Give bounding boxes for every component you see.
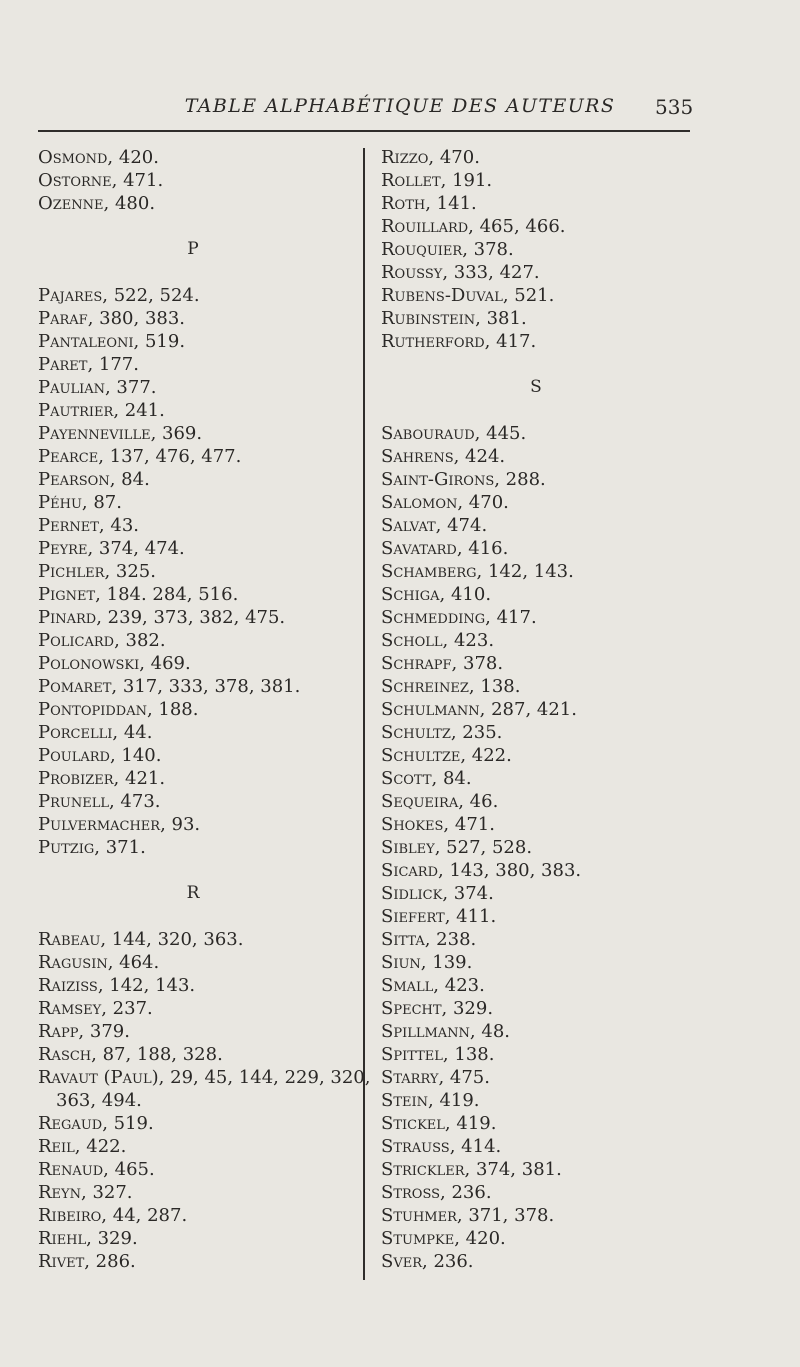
index-entry: Regaud, 519.: [38, 1113, 154, 1134]
letter-heading-p: P: [187, 239, 199, 259]
index-entry: Schmedding, 417.: [381, 607, 537, 628]
right-column: [381, 146, 791, 1273]
index-entry: Spillmann, 48.: [381, 1021, 510, 1042]
index-entry: Rubinstein, 381.: [381, 308, 527, 329]
index-entry: Peyre, 374, 474.: [38, 538, 185, 559]
index-entry: Ravaut (Paul), 29, 45, 144, 229, 320,: [38, 1067, 371, 1088]
index-entry: Pantaleoni, 519.: [38, 331, 186, 352]
index-entry: Ribeiro, 44, 287.: [38, 1205, 188, 1226]
index-entry: Starry, 475.: [381, 1067, 490, 1088]
index-entry: Specht, 329.: [381, 998, 494, 1019]
index-entry: Paret, 177.: [38, 354, 139, 375]
index-entry: Spittel, 138.: [381, 1044, 495, 1065]
index-entry: Stross, 236.: [381, 1182, 492, 1203]
index-entry: Pautrier, 241.: [38, 400, 165, 421]
index-entry: Salomon, 470.: [381, 492, 509, 513]
index-entry: Probizer, 421.: [38, 768, 166, 789]
index-entry: Riehl, 329.: [38, 1228, 138, 1249]
index-entry: Ostorne, 471.: [38, 170, 164, 191]
index-entry: Stickel, 419.: [381, 1113, 497, 1134]
index-entry: Polonowski, 469.: [38, 653, 191, 674]
index-entry: Pajares, 522, 524.: [38, 285, 200, 306]
index-entry: Pichler, 325.: [38, 561, 156, 582]
index-entry: Rapp, 379.: [38, 1021, 130, 1042]
index-entry: Rouquier, 378.: [381, 239, 514, 260]
index-entry: Policard, 382.: [38, 630, 166, 651]
index-entry: Pulvermacher, 93.: [38, 814, 201, 835]
index-entry: Sequeira, 46.: [381, 791, 499, 812]
index-entry: Poulard, 140.: [38, 745, 162, 766]
index-entry: Sitta, 238.: [381, 929, 477, 950]
left-column: [38, 146, 371, 1273]
index-entry: Schiga, 410.: [381, 584, 492, 605]
index-entry: Schultz, 235.: [381, 722, 503, 743]
index-entry: Sidlick, 374.: [381, 883, 494, 904]
index-entry: Strickler, 374, 381.: [381, 1159, 562, 1180]
index-entry: Rubens-Duval, 521.: [381, 285, 555, 306]
index-entry: Ragusin, 464.: [38, 952, 160, 973]
index-entry: Sicard, 143, 380, 383.: [381, 860, 582, 881]
index-entry: Pearson, 84.: [38, 469, 150, 490]
index-entry: Pernet, 43.: [38, 515, 139, 536]
letter-heading-s: S: [530, 377, 542, 397]
index-entry: Schulmann, 287, 421.: [381, 699, 577, 720]
index-entry: Putzig, 371.: [38, 837, 146, 858]
index-entry: Savatard, 416.: [381, 538, 509, 559]
index-entry: Paraf, 380, 383.: [38, 308, 186, 329]
index-entry: Scott, 84.: [381, 768, 472, 789]
index-entry: Siun, 139.: [381, 952, 473, 973]
index-entry: Rutherford, 417.: [381, 331, 537, 352]
index-entry: Sver, 236.: [381, 1251, 474, 1272]
index-entry: Renaud, 465.: [38, 1159, 155, 1180]
index-entry: Payenneville, 369.: [38, 423, 203, 444]
index-entry: Scholl, 423.: [381, 630, 495, 651]
index-entry: Pinard, 239, 373, 382, 475.: [38, 607, 286, 628]
index-entry: Raiziss, 142, 143.: [38, 975, 196, 996]
index-entry: Schreinez, 138.: [381, 676, 521, 697]
column-divider: [363, 148, 365, 1280]
index-entry: Rivet, 286.: [38, 1251, 136, 1272]
index-entry: Small, 423.: [381, 975, 485, 996]
index-entry: Stumpke, 420.: [381, 1228, 506, 1249]
index-entry: Pomaret, 317, 333, 378, 381.: [38, 676, 301, 697]
index-entry: Pignet, 184. 284, 516.: [38, 584, 239, 605]
index-entry: Ozenne, 480.: [38, 193, 156, 214]
index-entry: Porcelli, 44.: [38, 722, 153, 743]
index-entry-continuation: 363, 494.: [56, 1090, 142, 1111]
index-entry: Sibley, 527, 528.: [381, 837, 533, 858]
index-entry: Stuhmer, 371, 378.: [381, 1205, 555, 1226]
index-entry: Pontopiddan, 188.: [38, 699, 199, 720]
letter-heading-r: R: [186, 883, 200, 903]
index-entry: Reyn, 327.: [38, 1182, 133, 1203]
index-entry: Strauss, 414.: [381, 1136, 502, 1157]
index-entry: Roussy, 333, 427.: [381, 262, 540, 283]
index-entry: Ramsey, 237.: [38, 998, 153, 1019]
index-entry: Rizzo, 470.: [381, 147, 480, 168]
page-number: 535: [655, 95, 694, 119]
index-entry: Pearce, 137, 476, 477.: [38, 446, 242, 467]
index-entry: Saint-Girons, 288.: [381, 469, 546, 490]
index-entry: Péhu, 87.: [38, 492, 122, 513]
index-entry: Schrapf, 378.: [381, 653, 504, 674]
index-entry: Osmond, 420.: [38, 147, 159, 168]
index-entry: Rabeau, 144, 320, 363.: [38, 929, 244, 950]
header-rule: [38, 130, 690, 132]
index-entry: Salvat, 474.: [381, 515, 488, 536]
index-entry: Sahrens, 424.: [381, 446, 506, 467]
index-entry: Prunell, 473.: [38, 791, 161, 812]
index-entry: Rollet, 191.: [381, 170, 493, 191]
index-entry: Stein, 419.: [381, 1090, 480, 1111]
index-entry: Sabouraud, 445.: [381, 423, 527, 444]
index-entry: Shokes, 471.: [381, 814, 495, 835]
running-title: TABLE ALPHABÉTIQUE DES AUTEURS: [184, 95, 616, 117]
index-entry: Schamberg, 142, 143.: [381, 561, 574, 582]
index-entry: Roth, 141.: [381, 193, 477, 214]
index-entry: Siefert, 411.: [381, 906, 497, 927]
index-entry: Rouillard, 465, 466.: [381, 216, 566, 237]
index-entry: Schultze, 422.: [381, 745, 512, 766]
index-entry: Rasch, 87, 188, 328.: [38, 1044, 223, 1065]
index-entry: Reil, 422.: [38, 1136, 127, 1157]
index-entry: Paulian, 377.: [38, 377, 157, 398]
